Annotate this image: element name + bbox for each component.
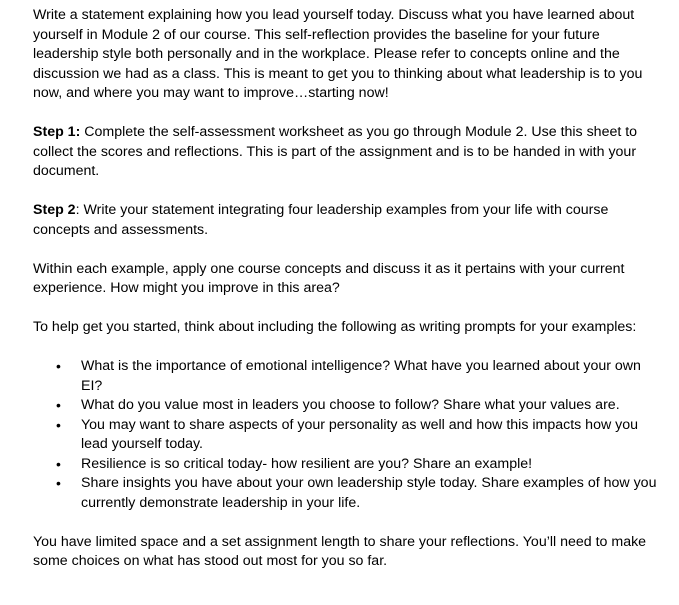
prompts-list — [33, 357, 665, 513]
list-item — [33, 455, 665, 475]
prompt-text: Resilience is so critical today- how resilient are you? Share an example! — [81, 455, 533, 472]
intro-paragraph: Write a statement explaining how you lead yourself today. Discuss what you have learned about yourself in Module 2 of our course. This self-reflection provides the baseline for your future leadership style both personally and in the workplace. Please refer to concepts online and the discussion we had as a class. This is meant to get you to thinking about what leadership is to you now, and where you may want to improve…starting now! — [33, 7, 643, 101]
list-item — [33, 416, 665, 455]
list-item — [33, 357, 665, 396]
step-2-label: Step 2 — [33, 202, 76, 218]
prompt-text: You may want to share aspects of your personality as well and how this impacts how you lead yourself today. — [81, 416, 639, 452]
list-item — [33, 396, 665, 416]
bullet-icon: • — [56, 397, 61, 413]
prompts-intro-paragraph: To help get you started, think about including the following as writing prompts for your examples: — [33, 319, 637, 335]
step-1-text: Complete the self-assessment worksheet as you go through Module 2. Use this sheet to collect the scores and reflections. This is part of the assignment and is to be handed in with your document. — [33, 124, 638, 179]
step-1-paragraph — [33, 123, 665, 182]
bullet-icon: • — [56, 475, 61, 491]
bullet-icon: • — [56, 416, 61, 433]
prompt-text: What is the importance of emotional intelligence? What have you learned about your own EI? — [81, 358, 641, 394]
closing-paragraph: You have limited space and a set assignment length to share your reflections. You’ll need to make some choices on what has stood out most for you so far. — [33, 533, 647, 569]
prompt-text: What do you value most in leaders you choose to follow? Share what your values are. — [81, 397, 620, 413]
within-paragraph: Within each example, apply one course concepts and discuss it as it pertains with your current experience. How might you improve in this area? — [33, 260, 625, 296]
list-item — [33, 474, 665, 513]
step-2-text: : Write your statement integrating four leadership examples from your life with course concepts and assessments. — [33, 202, 609, 238]
bullet-icon: • — [56, 358, 61, 374]
bullet-icon: • — [56, 455, 61, 472]
step-2-paragraph — [33, 201, 665, 240]
prompt-text: Share insights you have about your own leadership style today. Share examples of how you currently demonstrate leadership in your life. — [81, 475, 657, 511]
step-1-label: Step 1: — [33, 124, 81, 140]
